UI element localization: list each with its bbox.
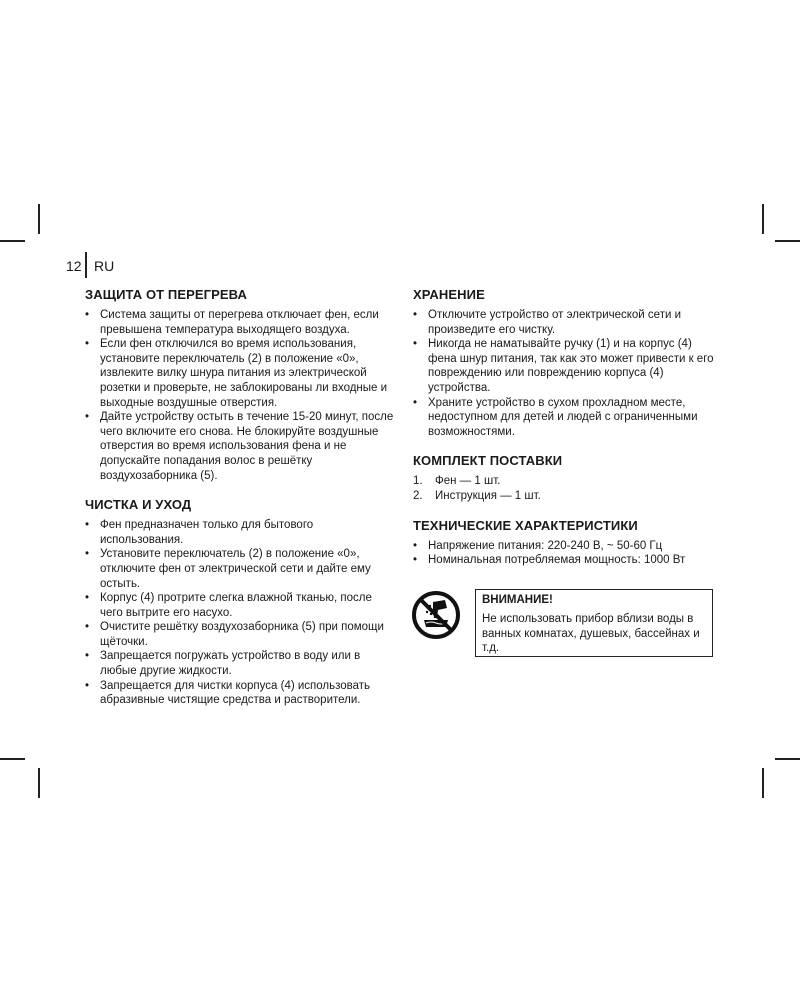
page-number: 12 <box>66 258 82 274</box>
right-column <box>413 287 723 568</box>
crop-mark <box>38 768 40 798</box>
list-item: • Если фен отключился во время использования, установите переключатель (2) в положение «0», извлеките вилку шнура питания из электрической розетки и проверьте, не заблокированы ли входные и выходные воздушные отверстия. <box>85 338 388 409</box>
list-item: • Запрещается погружать устройство в воду или в любые другие жидкости. <box>85 650 361 678</box>
list-item: • Запрещается для чистки корпуса (4) использовать абразивные чистящие средства и растворители. <box>85 679 371 707</box>
no-water-use-icon <box>411 590 461 640</box>
page-separator <box>85 252 87 278</box>
kit-title: КОМПЛЕКТ ПОСТАВКИ <box>413 453 563 469</box>
list-item: • Очистите решётку воздухозаборника (5) при помощи щёточки. <box>85 621 384 648</box>
list-item: • Корпус (4) протрите слегка влажной тканью, после чего вытрите его насухо. <box>85 592 372 619</box>
list-item: • Никогда не наматывайте ручку (1) и на корпус (4) фена шнур питания, так как это может привести к его повреждению или повреждению корпуса (4) устройства. <box>413 338 714 394</box>
storage-title: ХРАНЕНИЕ <box>413 287 485 302</box>
specs-list <box>413 539 723 568</box>
crop-mark <box>38 204 40 234</box>
list-item: • Отключите устройство от электрической сети и произведите его чистку. <box>413 309 681 336</box>
crop-mark <box>0 758 25 760</box>
crop-mark <box>762 204 764 234</box>
specs-title: ТЕХНИЧЕСКИЕ ХАРАКТЕРИСТИКИ <box>413 517 638 533</box>
crop-mark <box>775 240 800 242</box>
storage-list <box>413 308 723 439</box>
overheat-list <box>85 308 395 483</box>
warning-text: Не использовать прибор вблизи воды в ванных комнатах, душевых, бассейнах и т.д. <box>482 613 700 654</box>
list-item: • Фен предназначен только для бытового использования. <box>85 519 314 546</box>
list-item: • Храните устройство в сухом прохладном месте, недоступном для детей и людей с ограниченными возможностями. <box>413 396 698 438</box>
cleaning-title: ЧИСТКА И УХОД <box>85 497 192 513</box>
list-item: 2. Инструкция — 1 шт. <box>413 489 541 502</box>
page-language: RU <box>94 258 115 274</box>
list-item: • Напряжение питания: 220-240 В, ~ 50-60 Гц <box>413 539 663 552</box>
crop-mark <box>762 768 764 798</box>
list-item: • Система защиты от перегрева отключает фен, если превышена температура выходящего воздуха. <box>85 309 379 336</box>
kit-list <box>413 474 723 503</box>
warning-title: ВНИМАНИЕ! <box>482 594 553 606</box>
list-item: • Дайте устройству остыть в течение 15-20 минут, после чего включите его снова. Не блокируйте воздушные отверстия во время использования фена и не допускайте попадания волос в решётку воздухозаборника (5). <box>85 411 394 482</box>
list-item: • Установите переключатель (2) в положение «0», отключите фен от электрической сети и дайте ему остыть. <box>85 548 371 590</box>
left-column <box>85 287 395 708</box>
crop-mark <box>775 758 800 760</box>
warning-box <box>475 589 713 657</box>
list-item: 1. Фен — 1 шт. <box>413 475 501 488</box>
crop-mark <box>0 240 25 242</box>
cleaning-list <box>85 518 395 708</box>
overheat-title: ЗАЩИТА ОТ ПЕРЕГРЕВА <box>85 287 248 302</box>
list-item: • Номинальная потребляемая мощность: 1000 Вт <box>413 554 686 567</box>
